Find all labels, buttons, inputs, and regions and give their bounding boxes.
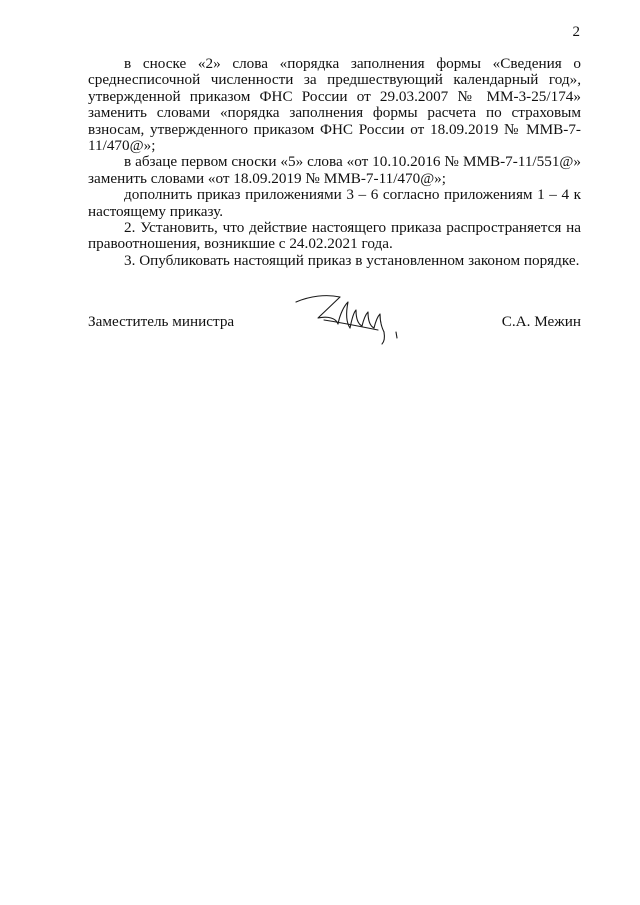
page-number: 2 xyxy=(572,24,580,40)
paragraph-item-2: 2. Установить, что действие настоящего приказа распространяется на правоотношения, возникшие с 24.02.2021 года. xyxy=(88,219,581,253)
signatory-position: Заместитель министра xyxy=(88,313,235,330)
paragraph-footnote-2: в сноске «2» слова «порядка заполнения формы «Сведения о среднесписочной численности за предшествующий календарный год», утвержденной приказом ФНС России от 29.03.2007 № ММ-3-25/174» заменить словами «порядка заполнения формы расчета по страховым взносам, утвержденного приказом ФНС России от 18.09.2019 № ММВ-7-11/470@»; xyxy=(88,55,581,155)
signature-block xyxy=(88,288,581,358)
document-body xyxy=(88,56,581,269)
paragraph-appendices: дополнить приказ приложениями 3 – 6 согласно приложениям 1 – 4 к настоящему приказу. xyxy=(88,186,581,220)
paragraph-footnote-5: в абзаце первом сноски «5» слова «от 10.10.2016 № ММВ-7-11/551@» заменить словами «от 18.09.2019 № ММВ-7-11/470@»; xyxy=(88,153,581,187)
paragraph-item-3: 3. Опубликовать настоящий приказ в установленном законом порядке. xyxy=(124,251,580,269)
handwritten-signature xyxy=(288,288,408,350)
signatory-name: С.А. Межин xyxy=(501,313,581,330)
